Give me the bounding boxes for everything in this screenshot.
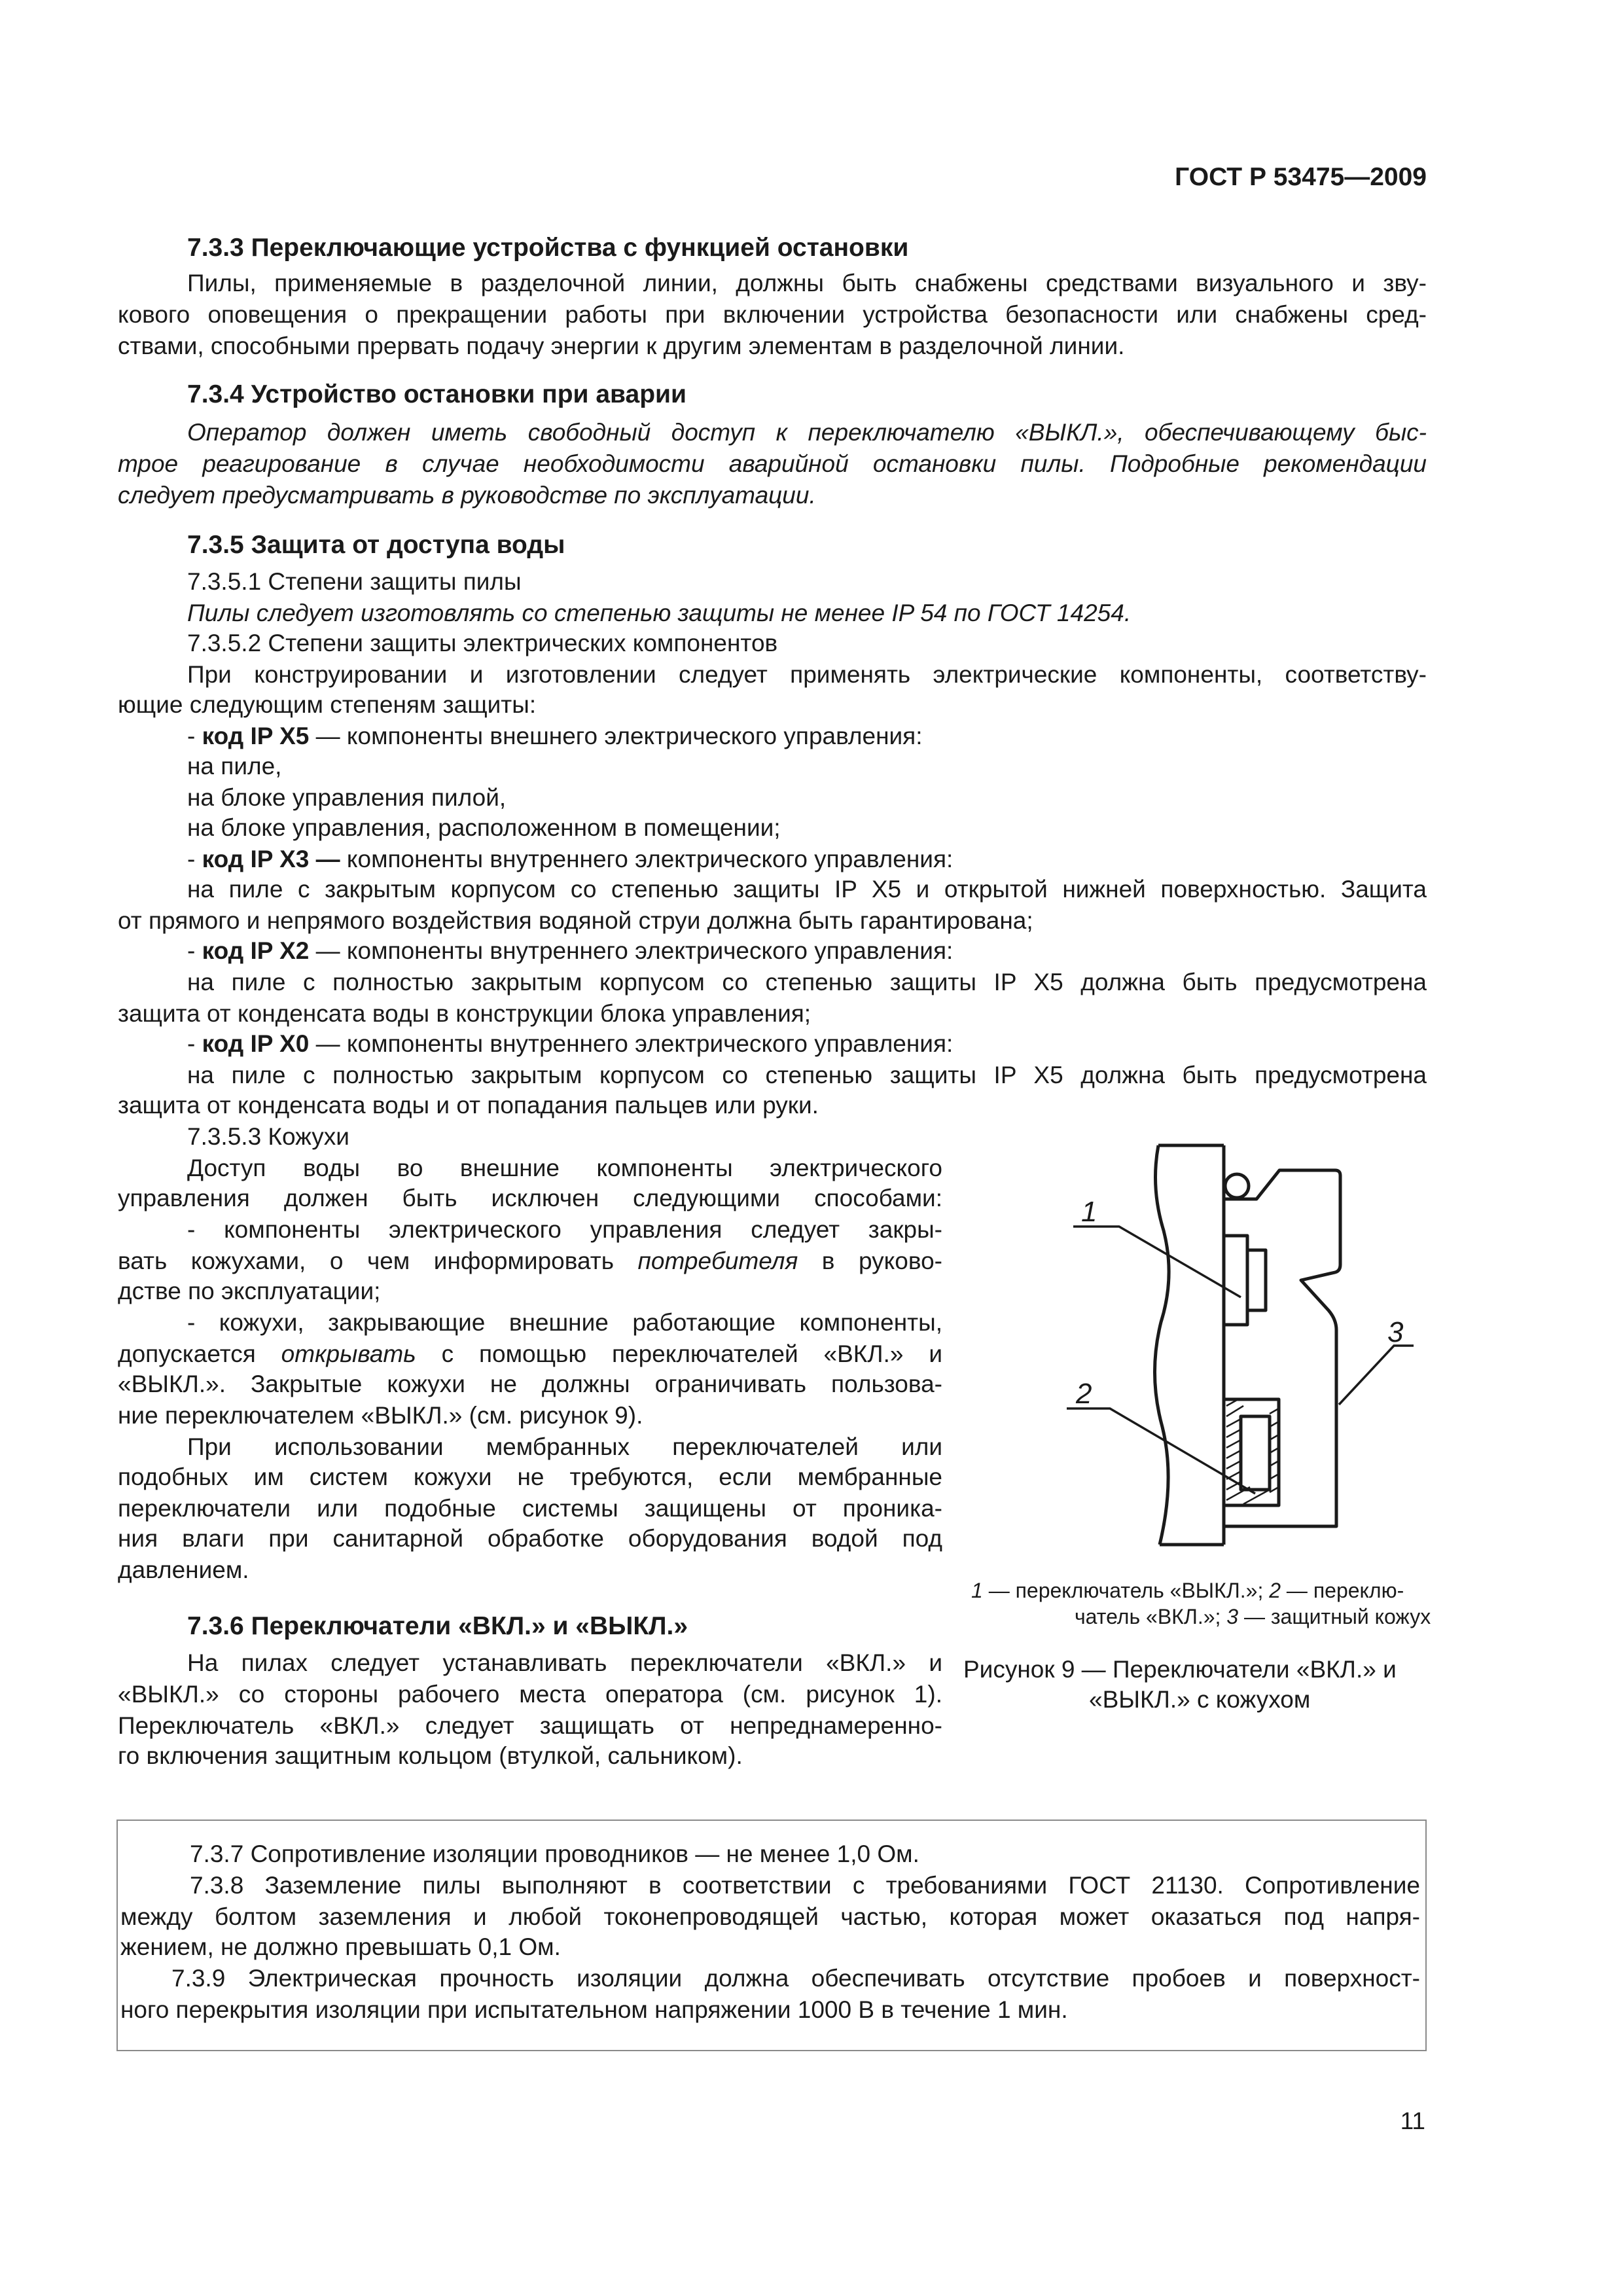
legend-number: 3	[1226, 1605, 1239, 1628]
paragraph-line: ющие следующим степеням защиты:	[118, 691, 537, 718]
dash: -	[187, 846, 202, 872]
text: вать кожухами, о чем информировать	[118, 1247, 638, 1274]
left-column-line: - кожухи, закрывающие внешние работающие компоненты,	[187, 1309, 942, 1336]
text-italic: потребителя	[637, 1247, 798, 1274]
left-column-line: ния влаги при санитарной обработке оборудования водой под	[118, 1525, 942, 1552]
list-subitem: защита от конденсата воды в конструкции блока управления;	[118, 1000, 812, 1027]
left-column-line: Переключатель «ВКЛ.» следует защищать от непреднамеренно-	[118, 1712, 942, 1739]
legend-text: — переклю-	[1281, 1579, 1404, 1602]
dash: -	[187, 723, 202, 749]
left-column-line	[118, 1339, 942, 1369]
left-column-line: управления должен быть исключен следующими способами:	[118, 1185, 942, 1211]
list-item-ip-x0	[187, 1029, 953, 1058]
left-column-line: ние переключателем «ВЫКЛ.» (см. рисунок 9).	[118, 1402, 643, 1429]
list-subitem: на блоке управления пилой,	[187, 784, 507, 811]
figure-label-1: 1	[1081, 1196, 1097, 1228]
section-7-3-4-line: Оператор должен иметь свободный доступ к переключателю «ВЫКЛ.», обеспечивающему быс-	[187, 419, 1427, 446]
section-7-3-4-heading: 7.3.4 Устройство остановки при аварии	[187, 380, 687, 408]
page-number: 11	[1400, 2108, 1425, 2134]
wall-outline	[1154, 1145, 1169, 1545]
switch-on-core	[1241, 1416, 1270, 1490]
section-7-3-7: 7.3.7 Сопротивление изоляции проводников — не менее 1,0 Ом.	[190, 1840, 919, 1867]
section-7-3-3-line: ствами, способными прервать подачу энергии к другим элементам в разделочной линии.	[118, 332, 1125, 359]
left-column-line: - компоненты электрического управления следует закры-	[187, 1216, 942, 1243]
section-7-3-9-line: ного перекрытия изоляции при испытательном напряжении 1000 В в течение 1 мин.	[120, 1996, 1068, 2023]
subsection-7-3-5-2-title: 7.3.5.2 Степени защиты электрических компонентов	[187, 630, 778, 656]
legend-number: 1	[971, 1579, 983, 1602]
section-7-3-8-line: между болтом заземления и любой токонепроводящей частью, которая может оказаться под напря-	[120, 1903, 1420, 1930]
section-7-3-3-line: кового оповещения о прекращении работы при включении устройства безопасности или снабжены сред-	[118, 301, 1427, 328]
figure-legend-line	[971, 1577, 1404, 1604]
switch-off	[1224, 1236, 1247, 1325]
left-column-line: давлением.	[118, 1556, 249, 1583]
section-7-3-3-line: Пилы, применяемые в разделочной линии, должны быть снабжены средствами визуального и зву-	[187, 270, 1427, 296]
list-item-ip-x5	[187, 721, 923, 751]
dash: -	[187, 937, 202, 964]
code-ip-x3: код IP X3 —	[202, 846, 340, 872]
left-column-line: При использовании мембранных переключателей или	[187, 1433, 942, 1460]
left-column-line: подобных им систем кожухи не требуются, если мембранные	[118, 1463, 942, 1490]
section-7-3-4-line: следует предусматривать в руководстве по эксплуатации.	[118, 482, 816, 509]
legend-text: — защитный кожух	[1238, 1605, 1431, 1628]
legend-number: 2	[1269, 1579, 1281, 1602]
document-id: ГОСТ Р 53475—2009	[1175, 163, 1427, 191]
text: в руково-	[798, 1247, 942, 1274]
list-item-ip-x3	[187, 844, 953, 874]
section-7-3-4-line: трое реагирование в случае необходимости аварийной остановки пилы. Подробные рекомендации	[118, 450, 1427, 477]
legend-text: — переключатель «ВЫКЛ.»;	[982, 1579, 1270, 1602]
list-subitem: на пиле с полностью закрытым корпусом со степенью защиты IP X5 должна быть предусмотрена	[187, 1062, 1427, 1088]
subsection-7-3-5-1-text: Пилы следует изготовлять со степенью защиты не менее IP 54 по ГОСТ 14254.	[187, 600, 1132, 626]
legend-text: чатель «ВКЛ.»;	[1075, 1605, 1227, 1628]
list-item-ip-x2	[187, 936, 953, 965]
left-column-line: го включения защитным кольцом (втулкой, сальником).	[118, 1742, 743, 1769]
list-item-text: компоненты внутреннего электрического управления:	[340, 846, 954, 872]
paragraph-line: При конструировании и изготовлении следует применять электрические компоненты, соответству-	[187, 661, 1427, 688]
section-7-3-8-line: жением, не должно превышать 0,1 Ом.	[120, 1933, 561, 1960]
left-column-line: На пилах следует устанавливать переключатели «ВКЛ.» и	[187, 1649, 942, 1676]
list-subitem: от прямого и непрямого воздействия водяной струи должна быть гарантирована;	[118, 907, 1033, 934]
figure-label-2: 2	[1076, 1378, 1092, 1410]
subsection-7-3-5-1-title: 7.3.5.1 Степени защиты пилы	[187, 568, 522, 595]
text: с помощью переключателей «ВКЛ.» и	[416, 1340, 942, 1367]
left-column-line: дстве по эксплуатации;	[118, 1278, 381, 1304]
section-7-3-9-line: 7.3.9 Электрическая прочность изоляции должна обеспечивать отсутствие пробоев и поверхност-	[171, 1965, 1420, 1992]
list-subitem: на пиле с полностью закрытым корпусом со степенью защиты IP X5 должна быть предусмотрена	[187, 969, 1427, 996]
left-column-line: Доступ воды во внешние компоненты электрического	[187, 1155, 942, 1181]
figure-title: «ВЫКЛ.» с кожухом	[1089, 1686, 1311, 1713]
section-7-3-5-heading: 7.3.5 Защита от доступа воды	[187, 531, 565, 559]
section-7-3-6-heading: 7.3.6 Переключатели «ВКЛ.» и «ВЫКЛ.»	[187, 1612, 688, 1640]
code-ip-x0: код IP X0	[202, 1030, 310, 1057]
code-ip-x5: код IP X5	[202, 723, 310, 749]
left-column-line	[118, 1246, 942, 1276]
switch-off-knob	[1247, 1250, 1266, 1310]
text: допускается	[118, 1340, 281, 1367]
figure-9-drawing	[1047, 1126, 1414, 1571]
list-subitem: на блоке управления, расположенном в помещении;	[187, 814, 781, 841]
list-subitem: защита от конденсата воды и от попадания пальцев или руки.	[118, 1092, 819, 1119]
left-column-line: переключатели или подобные системы защищены от проника-	[118, 1495, 942, 1522]
list-subitem: на пиле,	[187, 753, 282, 780]
list-subitem: на пиле с закрытым корпусом со степенью защиты IP X5 и открытой нижней поверхностью. Защита	[187, 876, 1427, 903]
section-7-3-3-heading: 7.3.3 Переключающие устройства с функцией остановки	[187, 234, 909, 262]
dash: -	[187, 1030, 202, 1057]
leader-3	[1339, 1346, 1414, 1405]
subsection-7-3-5-3-title: 7.3.5.3 Кожухи	[187, 1123, 349, 1150]
hinge-circle	[1225, 1174, 1249, 1198]
figure-legend-line	[1075, 1604, 1431, 1630]
left-column-line: «ВЫКЛ.» со стороны рабочего места оператора (см. рисунок 1).	[118, 1681, 942, 1708]
figure-label-3: 3	[1387, 1316, 1404, 1348]
leader-1	[1073, 1227, 1241, 1297]
list-item-text: — компоненты внешнего электрического управления:	[309, 723, 923, 749]
list-item-text: — компоненты внутреннего электрического управления:	[309, 937, 954, 964]
text-italic: открывать	[281, 1340, 416, 1367]
code-ip-x2: код IP X2	[202, 937, 310, 964]
left-column-line: «ВЫКЛ.». Закрытые кожухи не должны ограничивать пользова-	[118, 1371, 942, 1397]
figure-title: Рисунок 9 — Переключатели «ВКЛ.» и	[963, 1656, 1397, 1683]
list-item-text: — компоненты внутреннего электрического управления:	[309, 1030, 954, 1057]
section-7-3-8-line: 7.3.8 Заземление пилы выполняют в соответствии с требованиями ГОСТ 21130. Сопротивление	[190, 1872, 1420, 1899]
